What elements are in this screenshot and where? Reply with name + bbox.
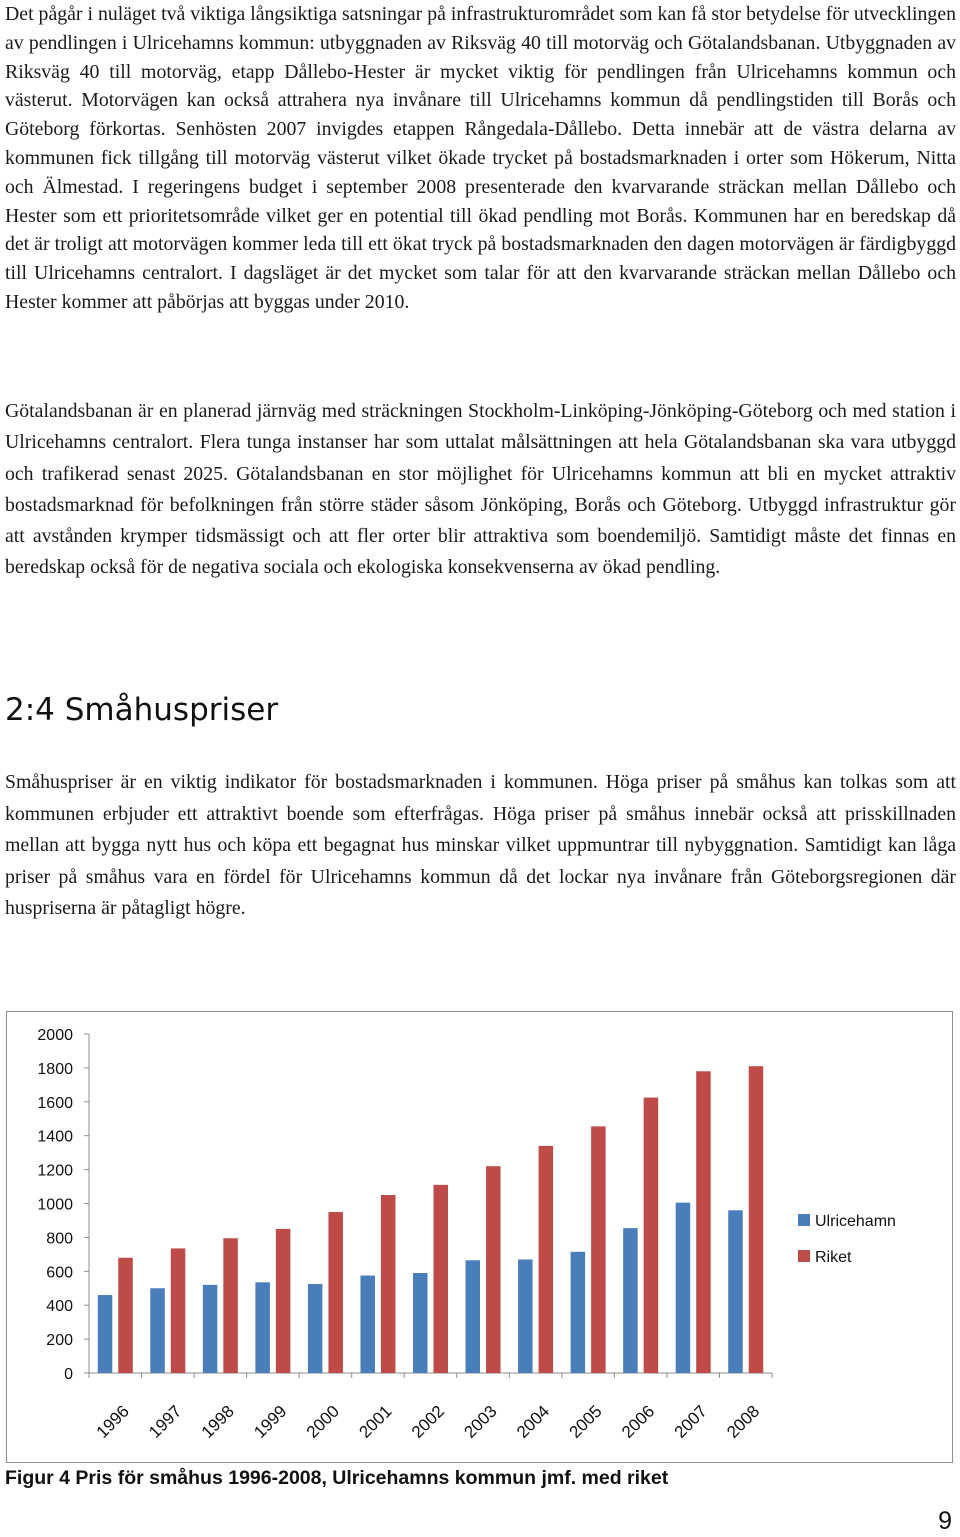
bar-ulricehamn-1996 xyxy=(98,1295,113,1373)
legend-label-ulricehamn: Ulricehamn xyxy=(815,1213,896,1230)
bar-riket-2005 xyxy=(591,1126,606,1373)
figure-caption: Figur 4 Pris för småhus 1996-2008, Ulricehamns kommun jmf. med riket xyxy=(5,1467,669,1489)
y-tick-label: 1800 xyxy=(37,1060,73,1078)
x-tick-label-2008: 2008 xyxy=(723,1401,764,1442)
y-tick-label: 0 xyxy=(64,1366,73,1383)
paragraph-gotalandsbanan: Götalandsbanan är en planerad järnväg med sträckningen Stockholm-Linköping-Jönköping-Göteborg och med station i Ulricehamns centralort. Flera tunga instanser har som uttalat målsättningen att hela Götalandsbanan ska vara utbyggd och trafikerad senast 2025. Götalandsbanan en stor möjlighet för Ulricehamns kommun att bli en mycket attraktiv bostadsmarknad för befolkningen från större städer såsom Jönköping, Borås och Göteborg. Utbyggd infrastruktur gör att avstånden krymper tidsmässigt och att fler orter blir attraktiva som boendemiljö. Samtidigt måste det finnas en beredskap också för de negativa sociala och ekologiska konsekvenserna av ökad pendling. xyxy=(5,400,956,579)
x-tick-label-2006: 2006 xyxy=(618,1401,659,1442)
bar-ulricehamn-1999 xyxy=(255,1282,270,1373)
bar-ulricehamn-2008 xyxy=(728,1210,743,1373)
y-tick-label: 200 xyxy=(46,1332,73,1350)
price-bar-chart xyxy=(7,1012,952,1462)
bar-riket-2003 xyxy=(486,1166,501,1373)
chart-container xyxy=(6,1011,953,1463)
x-tick-label-2004: 2004 xyxy=(512,1401,554,1442)
bar-ulricehamn-2002 xyxy=(413,1273,428,1373)
section-heading: 2:4 Småhuspriser xyxy=(5,692,279,728)
bar-riket-1999 xyxy=(276,1229,291,1373)
x-tick-label-1999: 1999 xyxy=(250,1401,291,1442)
bar-riket-2002 xyxy=(434,1185,449,1373)
x-tick-label-2005: 2005 xyxy=(565,1401,606,1442)
y-tick-label: 1600 xyxy=(37,1094,73,1112)
y-tick-label: 1200 xyxy=(37,1162,73,1180)
bar-ulricehamn-2000 xyxy=(308,1284,323,1373)
y-tick-label: 2000 xyxy=(37,1027,73,1044)
bar-riket-2000 xyxy=(328,1212,343,1373)
bar-ulricehamn-2006 xyxy=(623,1228,638,1373)
x-tick-label-2001: 2001 xyxy=(355,1401,396,1442)
bar-ulricehamn-2004 xyxy=(518,1259,533,1373)
bar-riket-2001 xyxy=(381,1195,396,1373)
bar-riket-2006 xyxy=(644,1098,659,1373)
bar-ulricehamn-2003 xyxy=(466,1260,481,1373)
x-tick-label-2002: 2002 xyxy=(407,1401,449,1442)
x-tick-label-1998: 1998 xyxy=(197,1401,238,1442)
bar-riket-1997 xyxy=(171,1248,186,1373)
paragraph-smahuspriser: Småhuspriser är en viktig indikator för bostadsmarknaden i kommunen. Höga priser på småhus kan tolkas som att kommunen erbjuder ett attraktivt boende som efterfrågas. Höga priser på småhus innebär också att prisskillnaden mellan att bygga nytt hus och köpa ett begagnat hus minskar vilket uppmuntrar till nybyggnation. Samtidigt kan låga priser på småhus vara en fördel för Ulricehamns kommun då det lockar nya invånare från Göteborgsregionen där huspriserna är påtagligt högre. xyxy=(5,771,956,920)
bar-ulricehamn-1997 xyxy=(150,1288,165,1373)
y-tick-label: 1400 xyxy=(37,1128,73,1146)
y-tick-label: 600 xyxy=(46,1264,73,1282)
bar-ulricehamn-1998 xyxy=(203,1285,218,1373)
y-tick-label: 400 xyxy=(46,1298,73,1316)
bar-ulricehamn-2001 xyxy=(360,1276,375,1373)
x-tick-label-2007: 2007 xyxy=(670,1401,711,1442)
bar-riket-1996 xyxy=(118,1258,132,1373)
bar-riket-2007 xyxy=(696,1071,711,1373)
x-tick-label-2003: 2003 xyxy=(460,1401,501,1442)
legend-swatch-riket xyxy=(798,1250,810,1262)
legend-swatch-ulricehamn xyxy=(798,1214,810,1226)
y-tick-label: 800 xyxy=(46,1230,73,1248)
bar-ulricehamn-2007 xyxy=(676,1203,691,1373)
bar-riket-2008 xyxy=(749,1066,764,1373)
x-tick-label-1996: 1996 xyxy=(92,1401,133,1442)
bar-riket-2004 xyxy=(539,1146,554,1373)
y-tick-label: 1000 xyxy=(37,1196,73,1214)
x-tick-label-2000: 2000 xyxy=(302,1401,344,1442)
bar-ulricehamn-2005 xyxy=(571,1252,586,1373)
bar-riket-1998 xyxy=(223,1238,238,1373)
paragraph-infrastructure: Det pågår i nuläget två viktiga långsiktiga satsningar på infrastrukturområdet som kan få stor betydelse för utvecklingen av pendlingen i Ulricehamns kommun: utbyggnaden av Riksväg 40 till motorväg och Götalandsbanan. Utbyggnaden av Riksväg 40 till motorväg, etapp Dållebo-Hester är mycket viktig för pendlingen från Ulricehamns kommun och västerut. Motorvägen kan också attrahera nya invånare till Ulricehamns kommun då pendlingstiden till Borås och Göteborg förkortas. Senhösten 2007 invigdes etappen Rångedala-Dållebo. Detta innebär att de västra delarna av kommunen fick tillgång till motorväg västerut vilket ökade trycket på bostadsmarknaden i orter som Hökerum, Nitta och Älmestad. I regeringens budget i september 2008 presenterade den kvarvarande sträckan mellan Dållebo och Hester som ett prioritetsområde vilket ger en potential till ökad pendling mot Borås. Kommunen har en beredskap då det är troligt att motorvägen kommer leda till ett ökat tryck på bostadsmarknaden den dagen motorvägen är färdigbyggd till Ulricehamns centralort. I dagsläget är det mycket som talar för att den kvarvarande sträckan mellan Dållebo och Hester kommer att påbörjas att byggas under 2010. xyxy=(5,3,956,313)
x-tick-label-1997: 1997 xyxy=(145,1401,186,1442)
page-number: 9 xyxy=(938,1507,952,1535)
legend-label-riket: Riket xyxy=(815,1249,852,1266)
